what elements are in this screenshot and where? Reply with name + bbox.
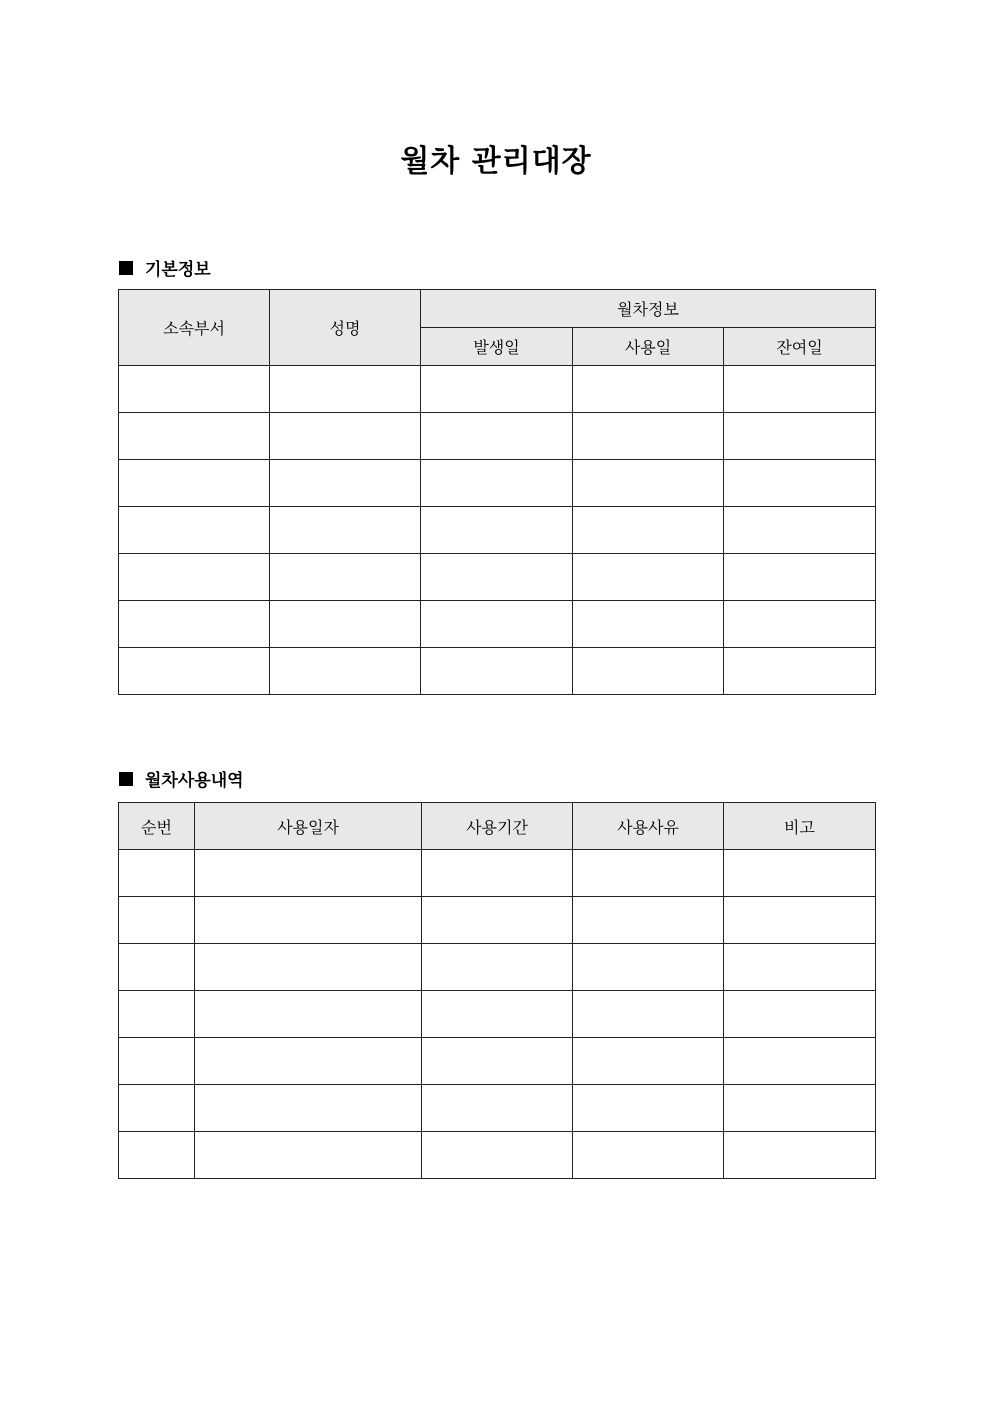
basic-info-cell[interactable] <box>270 601 421 648</box>
basic-info-cell[interactable] <box>421 554 573 601</box>
usage-history-cell[interactable] <box>422 850 573 897</box>
table-row <box>119 601 876 648</box>
usage-history-cell[interactable] <box>195 1132 422 1179</box>
usage-history-cell[interactable] <box>724 897 876 944</box>
basic-info-heading-label: 기본정보 <box>145 260 211 280</box>
page-title: 월차 관리대장 <box>400 144 592 179</box>
usage-history-cell[interactable] <box>724 1132 876 1179</box>
basic-info-cell[interactable] <box>573 460 724 507</box>
header-period: 사용기간 <box>422 803 573 850</box>
table-row <box>119 507 876 554</box>
header-remaining: 잔여일 <box>724 328 876 366</box>
basic-info-cell[interactable] <box>724 366 876 413</box>
usage-history-cell[interactable] <box>195 991 422 1038</box>
basic-info-cell[interactable] <box>573 601 724 648</box>
basic-info-cell[interactable] <box>421 460 573 507</box>
usage-history-cell[interactable] <box>724 944 876 991</box>
table-row <box>119 648 876 695</box>
table-row <box>119 850 876 897</box>
table-row <box>119 413 876 460</box>
header-issued: 발생일 <box>421 328 573 366</box>
usage-history-cell[interactable] <box>119 897 195 944</box>
basic-info-cell[interactable] <box>270 460 421 507</box>
basic-info-cell[interactable] <box>724 507 876 554</box>
header-no: 순번 <box>119 803 195 850</box>
basic-info-cell[interactable] <box>270 648 421 695</box>
usage-history-cell[interactable] <box>195 897 422 944</box>
basic-info-cell[interactable] <box>573 413 724 460</box>
header-dept: 소속부서 <box>119 290 270 366</box>
header-note: 비고 <box>724 803 876 850</box>
header-used: 사용일 <box>573 328 724 366</box>
basic-info-cell[interactable] <box>421 601 573 648</box>
basic-info-cell[interactable] <box>421 507 573 554</box>
basic-info-cell[interactable] <box>724 648 876 695</box>
usage-history-cell[interactable] <box>119 850 195 897</box>
basic-info-cell[interactable] <box>724 554 876 601</box>
usage-history-cell[interactable] <box>195 1085 422 1132</box>
usage-history-body <box>119 850 876 1179</box>
basic-info-heading <box>119 255 211 280</box>
usage-history-cell[interactable] <box>422 944 573 991</box>
table-row <box>119 554 876 601</box>
usage-history-cell[interactable] <box>422 1038 573 1085</box>
basic-info-cell[interactable] <box>421 648 573 695</box>
usage-history-cell[interactable] <box>422 1132 573 1179</box>
usage-history-cell[interactable] <box>573 1038 724 1085</box>
basic-info-cell[interactable] <box>119 601 270 648</box>
basic-info-cell[interactable] <box>724 413 876 460</box>
usage-history-table <box>118 802 876 1179</box>
header-date: 사용일자 <box>195 803 422 850</box>
basic-info-cell[interactable] <box>119 507 270 554</box>
basic-info-cell[interactable] <box>421 366 573 413</box>
basic-info-table <box>118 289 876 695</box>
usage-history-heading-label: 월차사용내역 <box>145 771 244 791</box>
usage-history-cell[interactable] <box>195 944 422 991</box>
table-row <box>119 1085 876 1132</box>
usage-history-cell[interactable] <box>422 897 573 944</box>
table-row <box>119 460 876 507</box>
usage-history-cell[interactable] <box>422 1085 573 1132</box>
basic-info-cell[interactable] <box>724 601 876 648</box>
basic-info-cell[interactable] <box>119 554 270 601</box>
usage-history-cell[interactable] <box>119 1085 195 1132</box>
usage-history-cell[interactable] <box>573 991 724 1038</box>
basic-info-cell[interactable] <box>573 507 724 554</box>
square-bullet-icon <box>119 772 133 786</box>
usage-history-cell[interactable] <box>119 1038 195 1085</box>
usage-history-cell[interactable] <box>195 850 422 897</box>
header-leave-info: 월차정보 <box>421 290 876 328</box>
table-row <box>119 1132 876 1179</box>
usage-history-cell[interactable] <box>119 991 195 1038</box>
usage-history-cell[interactable] <box>573 1132 724 1179</box>
table-row <box>119 897 876 944</box>
usage-history-cell[interactable] <box>724 1085 876 1132</box>
basic-info-cell[interactable] <box>119 366 270 413</box>
usage-history-cell[interactable] <box>195 1038 422 1085</box>
usage-history-cell[interactable] <box>573 944 724 991</box>
usage-history-cell[interactable] <box>422 991 573 1038</box>
usage-history-cell[interactable] <box>573 897 724 944</box>
basic-info-cell[interactable] <box>421 413 573 460</box>
table-row <box>119 1038 876 1085</box>
usage-history-heading <box>119 766 244 791</box>
basic-info-cell[interactable] <box>573 366 724 413</box>
header-name: 성명 <box>270 290 421 366</box>
usage-history-cell[interactable] <box>119 1132 195 1179</box>
usage-history-cell[interactable] <box>119 944 195 991</box>
usage-history-cell[interactable] <box>573 850 724 897</box>
table-row <box>119 991 876 1038</box>
basic-info-cell[interactable] <box>573 648 724 695</box>
basic-info-cell[interactable] <box>119 460 270 507</box>
basic-info-cell[interactable] <box>724 460 876 507</box>
usage-history-cell[interactable] <box>724 850 876 897</box>
basic-info-body <box>119 366 876 695</box>
basic-info-cell[interactable] <box>270 507 421 554</box>
table-row <box>119 944 876 991</box>
table-row <box>119 366 876 413</box>
usage-history-cell[interactable] <box>724 991 876 1038</box>
basic-info-cell[interactable] <box>119 648 270 695</box>
basic-info-cell[interactable] <box>270 554 421 601</box>
square-bullet-icon <box>119 261 133 275</box>
header-reason: 사용사유 <box>573 803 724 850</box>
basic-info-cell[interactable] <box>119 413 270 460</box>
basic-info-cell[interactable] <box>270 366 421 413</box>
basic-info-cell[interactable] <box>573 554 724 601</box>
usage-history-cell[interactable] <box>724 1038 876 1085</box>
usage-history-cell[interactable] <box>573 1085 724 1132</box>
basic-info-cell[interactable] <box>270 413 421 460</box>
